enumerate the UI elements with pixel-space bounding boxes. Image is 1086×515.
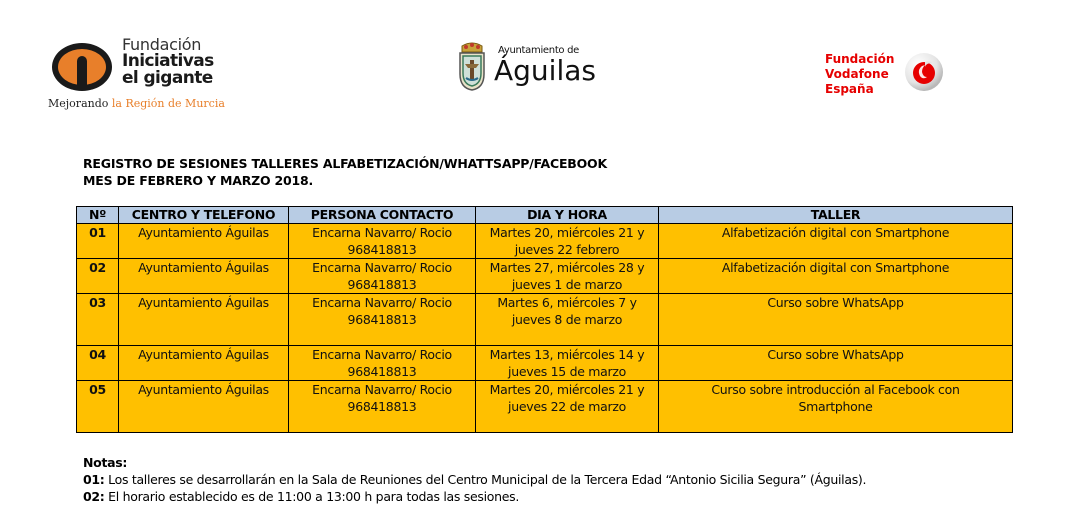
sessions-table [76,206,1013,433]
persona-name: Encarna Navarro/ Rocio [312,260,452,275]
taller-line-1: Curso sobre WhatsApp [767,295,904,310]
cell-centro: Ayuntamiento Águilas [119,259,289,294]
cell-num: 02 [77,259,119,294]
column-header-persona: PERSONA CONTACTO [289,207,476,224]
cell-centro: Ayuntamiento Águilas [119,346,289,381]
dia-line-1: Martes 13, miércoles 14 y [489,347,645,362]
logo-ayuntamiento-aguilas [456,40,606,96]
gigante-arch-icon [50,40,114,92]
persona-phone: 968418813 [347,312,417,327]
cell-persona [289,259,476,294]
gigante-iniciativas: Iniciativas [122,51,214,71]
persona-phone: 968418813 [347,242,417,257]
vodafone-speechmark-icon [904,52,944,92]
coat-of-arms-icon [456,42,488,92]
taller-line-1: Alfabetización digital con Smartphone [721,260,950,275]
cell-persona [289,294,476,346]
persona-name: Encarna Navarro/ Rocio [312,347,452,362]
cell-dia [476,224,659,259]
dia-line-2: jueves 22 de marzo [508,399,626,414]
column-header-centro: CENTRO Y TELEFONO [119,207,289,224]
column-header-dia: DIA Y HORA [476,207,659,224]
vodafone-fundacion: Fundación [825,52,895,66]
dia-line-1: Martes 6, miércoles 7 y [497,295,637,310]
persona-phone: 968418813 [347,277,417,292]
persona-name: Encarna Navarro/ Rocio [312,295,452,310]
table-header-row [77,207,1013,224]
taller-line-1: Curso sobre WhatsApp [767,347,904,362]
persona-phone: 968418813 [347,364,417,379]
taller-line-1: Curso sobre introducción al Facebook con [711,382,960,397]
cell-taller [659,294,1013,346]
table-row [77,224,1013,259]
cell-persona [289,224,476,259]
gigante-el-gigante: el gigante [122,68,213,88]
cell-num: 04 [77,346,119,381]
persona-name: Encarna Navarro/ Rocio [312,382,452,397]
column-header-num: Nº [77,207,119,224]
dia-line-1: Martes 27, miércoles 28 y [489,260,645,275]
gigante-wordmark [122,36,214,87]
table-row [77,259,1013,294]
note-key: 02: [83,489,105,504]
vodafone-vodafone: Vodafone [825,67,889,81]
dia-line-1: Martes 20, miércoles 21 y [489,382,645,397]
logo-fundacion-iniciativas-el-gigante [48,36,228,116]
note-text: Los talleres se desarrollarán en la Sala de Reuniones del Centro Municipal de la Tercera Edad “Antonio Sicilia Segura” (Águilas). [104,472,867,487]
notes-section [83,454,866,505]
persona-phone: 968418813 [347,399,417,414]
title-line-1: REGISTRO DE SESIONES TALLERES ALFABETIZACIÓN/WHATTSAPP/FACEBOOK [83,156,607,171]
vodafone-wordmark [825,52,894,97]
gigante-tagline [48,97,225,110]
table-row [77,294,1013,346]
cell-taller [659,259,1013,294]
cell-dia [476,259,659,294]
dia-line-2: jueves 22 febrero [514,242,620,257]
dia-line-2: jueves 1 de marzo [511,277,623,292]
dia-line-1: Martes 20, miércoles 21 y [489,225,645,240]
tagline-dark: Mejorando [48,97,109,110]
cell-taller [659,381,1013,433]
aguilas-name: Águilas [494,54,596,87]
note-key: 01: [83,472,105,487]
gigante-fundacion: Fundación [122,35,202,54]
column-header-taller: TALLER [659,207,1013,224]
taller-line-1: Alfabetización digital con Smartphone [721,225,950,240]
vodafone-espana: España [825,82,874,96]
cell-num: 05 [77,381,119,433]
cell-taller [659,224,1013,259]
note-item [83,488,866,505]
taller-line-2: Smartphone [798,399,873,414]
note-item [83,471,866,488]
tagline-orange: la Región de Murcia [111,97,225,110]
table-row [77,381,1013,433]
cell-centro: Ayuntamiento Águilas [119,294,289,346]
dia-line-2: jueves 15 de marzo [508,364,626,379]
cell-persona [289,381,476,433]
persona-name: Encarna Navarro/ Rocio [312,225,452,240]
logo-fundacion-vodafone [825,50,955,100]
cell-taller [659,346,1013,381]
title-line-2: MES DE FEBRERO Y MARZO 2018. [83,173,314,188]
cell-dia [476,294,659,346]
note-text: El horario establecido es de 11:00 a 13:00 h para todas las sesiones. [104,489,520,504]
cell-num: 01 [77,224,119,259]
notes-heading: Notas: [83,455,128,470]
cell-centro: Ayuntamiento Águilas [119,224,289,259]
cell-dia [476,381,659,433]
cell-num: 03 [77,294,119,346]
table-row [77,346,1013,381]
cell-dia [476,346,659,381]
cell-persona [289,346,476,381]
dia-line-2: jueves 8 de marzo [511,312,623,327]
aguilas-ayuntamiento-de: Ayuntamiento de [498,45,580,56]
cell-centro: Ayuntamiento Águilas [119,381,289,433]
document-title [83,155,607,189]
